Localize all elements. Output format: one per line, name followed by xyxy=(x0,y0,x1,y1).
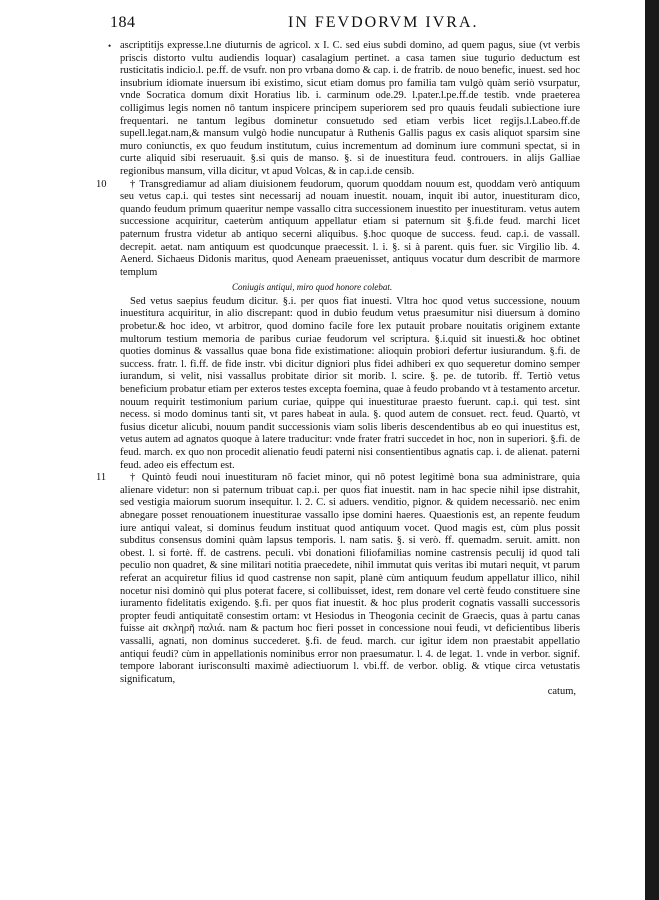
paragraph-3 xyxy=(120,296,580,472)
line-marker: 10 xyxy=(96,178,107,190)
paragraph-text: Sed vetus saepius feudum dicitur. §.i. per quos fiat inuesti. Vltra hoc quod vetus successione, nouum inuestitura acquiritur, in alio discrepant: quod in dubio feudum vetus praesumitur nisi diuersum à domino probetur.& hoc ideo, vt arbitror, quod domino facile fore lex putauit probare nouitatis originem extante multorum testium memoria de paribus curiae feudorum vel scriptura. §.i.quid sit inuesti.& hoc obtinet quoties dominus & vassallus quae bona fide existimatione: alioquin probiori defertur iusiurandum. §.fi. de success. fratr. l. fi.ff. de fide instr. vbi dicitur digniori plus fidei adhiberi ex quo sequeretur domino semper iurandum, si velit, nisi vassallus probitate dirior sit morib. l. scire. §. pe. de tutorib. ff. Tertiò vetus beneficium probatur etiam per exteros testes excepta foemina, quae à feudo probando vt à testamento arcetur. nouum requirit testimonium parium curiae, quippe qui inuestiturae praesto fuerunt. cap.i. qui test. sint necess. si modo dominus tanti sit, vt pares habeat in aula. §. quod autem de consuet. rect. feud. Quartò, vt fusius dicetur alicubi, nouum pandit successionis viam solis liberis descendentibus ab eo qui inuestitus est, vetus autem ad agnatos quoque à latere traducitur: vnde frater fratri succedet in hoc, non in superiori. §.fi. de feud. march. ex quo non procedit alienatio feudi paterni nisi consentientibus agnatis cap. i. de alienat. paterni feud. adeo eis effectum est. xyxy=(120,295,580,471)
page-edge-shadow xyxy=(645,0,659,900)
running-title: IN FEVDORVM IVRA. xyxy=(288,14,479,31)
paragraph-2 xyxy=(96,178,580,280)
paragraph-text: † Quintò feudi noui inuestituram nō faciet minor, qui nō potest legitimè bona sua administrare, quia alienare videtur: non si paternum tribuat cap.i. per quos fiat inuestit. nam in hac specie nihil ipse distrahit, sed vestigia maiorum suorum insequitur. l. 2. C. si aduers. venditio, pignor. & quidem necessariò. nec enim abnegare posset renouationem inuestiturae vassallo ipse domini haeres. Quaestionis est, an repente feudum iure antiqui valeat, si dominus feudum instituat quod antiquum vocet. Quod magis est, cùm plus possit subditus consensus domini quàm lapsus temporis. l. nam satis. §. si verò. ff. quemadm. seruit. amitt. non obest. l. si fortè. ff. de castrens. peculi. vbi donationi filiofamilias nomine castrensis peculij id quod tali peculio non quadret, & sine militari notitia praecedete, nihil immutat quis veritas ibi mutari nequit, vt parum referat an acquiretur filius id quod castrense non sapit, planè cùm antiquum feudum appellatur illico, nihil nocetur nisi dominò qui plus poterat facere, si collibuisset, idest, rem donare vel certè feudo constituere sine iuramento fidelitatis exigendo. §.fi. per quos fiat inuestit. & hoc plus proderit cognatis vassalli successoris propter feudi antiquitatē consestim ortam: vt Hesiodus in Theogonia cecinit de Graecis, quas à partu canas fuisse ait σκληρῆ παλιά. nam & pactum hoc fieri posset in concessione noui feudi, vt deficientibus liberis vassalli, agnati, non dominus succederet. §.fi. de feud. march. cur igitur idem non praestabit appellatio antiqui feudi? cùm in appellationis nominibus error non praesumatur. l. 4. de legat. 1. vnde in verbor. signif. tempore laborant iurisconsulti maximè adiectiuorum l. vbi.ff. de verbor. oblig. & vtique circa vetustatis significatum, xyxy=(120,472,580,685)
verse-quotation: Coniugis antiqui, miro quod honore colebat. xyxy=(232,282,393,293)
paragraph-1 xyxy=(108,40,580,179)
page-number: 184 xyxy=(110,14,136,31)
paragraph-text: † Transgrediamur ad aliam diuisionem feudorum, quorum quoddam nouum est, quoddam verò antiquum seu vetus cap.i. qui testes sint necessarij ad nouam inuestit. nouam, inquit ibi autor, inuestituram dico, quando feudum primum quaeritur nempe vassallo citra successionem inuestito per inuestituram. vetus autem successione acquiritur, caeterùm antiquum appellatur etiam si paternum sit §.fi.de feud. marchi licet paternum frustra videtur ab antiquo secerni aliquibus. §.hoc quoque de success. feud. cap.i. de vassall. decrepit. aetat. nam antiquum est quodcunque praecessit. l. i. §. si à parent. quis fuer. sic Virgilio lib. 4. Aenerd. Sichaeus Didonis maritus, quod Aeneam praeuenisset, antiquus vocatur dum describit de marmore templum xyxy=(120,178,580,278)
main-text-block xyxy=(96,40,580,699)
paragraph-4 xyxy=(96,472,580,686)
line-marker: 11 xyxy=(96,472,107,484)
bullet-icon: • xyxy=(108,41,112,51)
page-header xyxy=(110,14,630,38)
paragraph-text: ascriptitijs expresse.l.ne diuturnis de agricol. x I. C. sed eius subdi domino, ad quem pagus, siue (vt verbis priscis distorto vultu audiendis loquar) casalagium pertinet. a casa tamen siue tugurio deductum est rusticitatis indicio.l. pe.ff. de vsufr. non pro vrbana domo & cap. i. de fratrib. de nouo benefic, inuest. sed hoc insubrium idiomate inuersum ibi existimo, sicut etiam domus pro familia tam vulgò quàm seriò vsurpatur, vnde Socratica domum dixit Horatius lib. i. carminum ode.29. l.pater.l.pe.ff.de testib. vnde praeterea colligimus legis nomen nō tantum inspicere principem superiorem sed pro quauis feudali subiectione iure frequentari. ne tantum legibus dominetur consuetudo sed etiam verbis licet regijs.l.Labeo.ff.de supell.legat.nam,& mansum vulgò hodie nuncupatur à Ruthenis Gallis pagus ex casis aliquot sparsim sine muro coniunctis, ex quo feudum institutum, cuius incrementum ad dominum iure communi spectat, si in curte aliquid sibi reseruauit. §.si quis de manso. §. si de inuestitura feud. controuers. in alijs Galliae regionibus mansum, villa dicitur, vt apud Volcas, & in cap.i.de censib. xyxy=(120,40,580,177)
catchword: catum, xyxy=(547,686,576,698)
